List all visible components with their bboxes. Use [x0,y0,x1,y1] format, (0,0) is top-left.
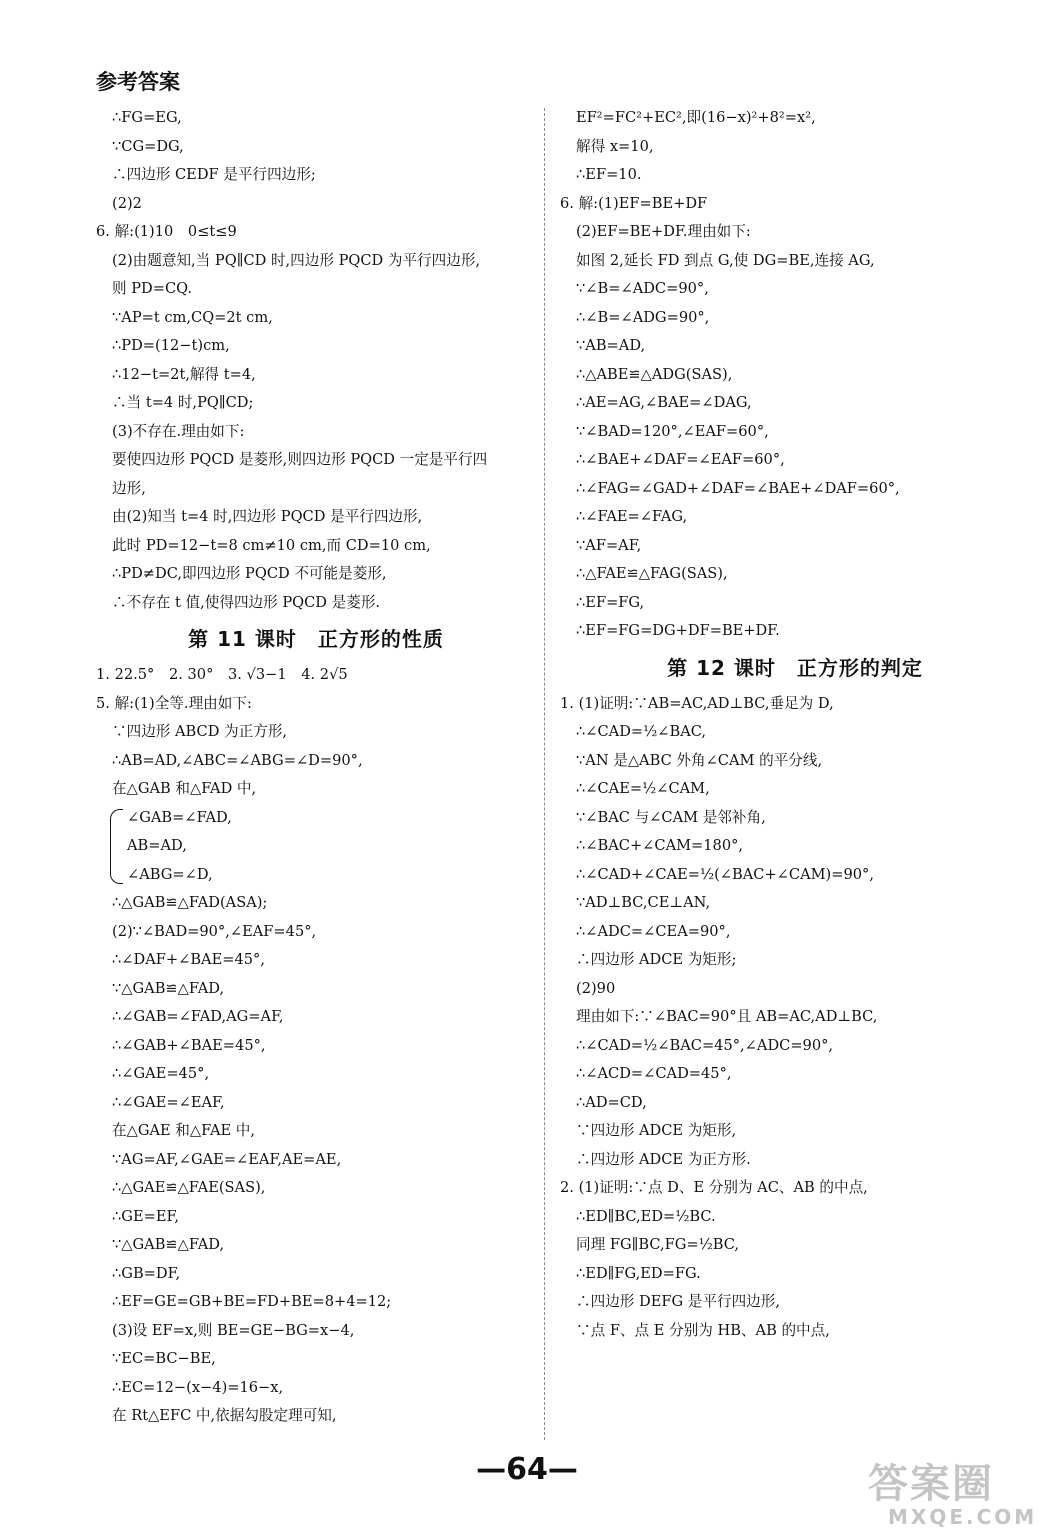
solution-line: ∴∠ACD=∠CAD=45°, [576,1065,732,1082]
solution-line: 理由如下:∵∠BAC=90°且 AB=AC,AD⊥BC, [576,1008,878,1025]
solution-line: ∴∠CAD=½∠BAC, [576,723,707,740]
solution-line: 在△GAB 和△FAD 中, [112,780,257,797]
solution-line: ∴AD=CD, [576,1093,647,1111]
solution-line: ∴EF=10. [576,166,642,183]
solution-line: ∴∠GAB+∠BAE=45°, [112,1036,266,1054]
solution-line: ∴GE=EF, [112,1207,179,1225]
question-line: 1. (1)证明:∵AB=AC,AD⊥BC,垂足为 D, [560,694,834,712]
solution-line: 解得 x=10, [576,137,654,155]
solution-line: 同理 FG∥BC,FG=½BC, [576,1236,740,1253]
solution-line: ∴AE=AG,∠BAE=∠DAG, [576,394,752,411]
watermark-logo [868,1452,1038,1530]
solution-line: ∵点 F、点 E 分别为 HB、AB 的中点, [576,1321,830,1339]
brace-line: ∠ABG=∠D, [127,865,213,883]
solution-line: ∴∠GAE=45°, [112,1065,210,1082]
solution-line: ∵△GAB≌△FAD, [112,979,225,997]
solution-line: ∴△FAE≌△FAG(SAS), [576,565,728,582]
solution-line: ∴△GAE≌△FAE(SAS), [112,1179,266,1196]
solution-line: ∴△ABE≌△ADG(SAS), [576,365,733,383]
solution-line: ∵AD⊥BC,CE⊥AN, [576,894,711,911]
solution-line: ∴GB=DF, [112,1264,181,1282]
question-line: 6. 解:(1)10 0≤t≤9 [96,223,237,240]
solution-line: ∴四边形 DEFG 是平行四边形, [576,1293,780,1310]
lesson-title: 第 12 课时 正方形的判定 [667,655,923,680]
solution-line: 在△GAE 和△FAE 中, [112,1122,256,1139]
solution-line: ∴∠FAG=∠GAD+∠DAF=∠BAE+∠DAF=60°, [576,479,900,497]
solution-line: ∴AB=AD,∠ABC=∠ABG=∠D=90°, [112,751,363,769]
solution-line: ∴∠GAE=∠EAF, [112,1093,225,1111]
solution-line: ∴∠CAD=½∠BAC=45°,∠ADC=90°, [576,1036,834,1054]
solution-line: ∴∠FAE=∠FAG, [576,508,688,525]
solution-line: ∴四边形 ADCE 为矩形; [576,951,737,968]
solution-line: ∴∠CAE=½∠CAM, [576,780,710,797]
solution-line: ∴EF=FG=DG+DF=BE+DF. [576,622,780,639]
solution-line: ∵四边形 ADCE 为矩形, [576,1122,737,1139]
left-column [96,104,536,1431]
solution-line: ∵AB=AD, [576,337,646,354]
question-line: 2. (1)证明:∵点 D、E 分别为 AC、AB 的中点, [560,1179,868,1196]
brace-group [96,804,536,890]
solution-line: ∴∠B=∠ADG=90°, [576,308,710,326]
question-line: 6. 解:(1)EF=BE+DF [560,194,708,212]
question-line: 1. 22.5° 2. 30° 3. √3−1 4. 2√5 [96,666,348,683]
solution-line: ∵AF=AF, [576,536,642,554]
solution-line: ∵∠BAD=120°,∠EAF=60°, [576,422,769,440]
solution-line: ∴ED∥BC,ED=½BC. [576,1207,716,1225]
watermark-text-top: 答案圈 [868,1461,994,1507]
solution-line: ∴ED∥FG,ED=FG. [576,1264,701,1282]
solution-line: ∴∠BAE+∠DAF=∠EAF=60°, [576,451,785,468]
solution-line: (2)2 [112,194,142,212]
solution-line: ∵∠BAC 与∠CAM 是邻补角, [576,808,766,826]
solution-line: ∴FG=EG, [112,109,182,126]
solution-line: EF²=FC²+EC²,即(16−x)²+8²=x², [576,109,816,126]
solution-line: (3)设 EF=x,则 BE=GE−BG=x−4, [112,1321,355,1339]
solution-line: ∵四边形 ABCD 为正方形, [112,723,288,740]
solution-line: ∴EF=FG, [576,593,645,611]
solution-line: ∵∠B=∠ADC=90°, [576,280,709,297]
solution-line: ∴∠BAC+∠CAM=180°, [576,837,744,854]
solution-line: ∴EC=12−(x−4)=16−x, [112,1378,284,1396]
solution-line: ∵AP=t cm,CQ=2t cm, [112,308,273,326]
solution-line: ∵EC=BC−BE, [112,1350,216,1367]
solution-line: 要使四边形 PQCD 是菱形,则四边形 PQCD 一定是平行四 [112,451,488,468]
solution-line: 则 PD=CQ. [112,280,193,297]
question-line: 5. 解:(1)全等.理由如下: [96,694,252,712]
brace-line: ∠GAB=∠FAD, [127,808,232,826]
solution-line: (2)90 [576,979,616,997]
solution-line: ∴不存在 t 值,使得四边形 PQCD 是菱形. [112,593,381,611]
solution-line: ∴PD=(12−t)cm, [112,337,230,354]
solution-line: ∴EF=GE=GB+BE=FD+BE=8+4=12; [112,1293,392,1310]
solution-line: ∴四边形 CEDF 是平行四边形; [112,166,316,183]
solution-line: 如图 2,延长 FD 到点 G,使 DG=BE,连接 AG, [576,251,875,269]
right-column [560,104,1030,1345]
left-brace [110,809,123,885]
solution-line: ∴∠DAF+∠BAE=45°, [112,951,265,968]
solution-line: (2)EF=BE+DF.理由如下: [576,223,751,240]
solution-line: (2)由题意知,当 PQ∥CD 时,四边形 PQCD 为平行四边形, [112,251,481,269]
solution-line: ∴当 t=4 时,PQ∥CD; [112,394,254,411]
solution-line: ∵CG=DG, [112,137,184,155]
brace-line: AB=AD, [127,837,187,854]
solution-line: 在 Rt△EFC 中,依据勾股定理可知, [112,1407,337,1424]
watermark-text-bottom: MXQE.COM [888,1505,1038,1529]
column-divider [544,108,545,1440]
solution-line: ∴∠GAB=∠FAD,AG=AF, [112,1008,284,1025]
solution-line: 边形, [112,479,146,497]
solution-line: ∴△GAB≌△FAD(ASA); [112,894,268,911]
solution-line: ∴四边形 ADCE 为正方形. [576,1150,751,1168]
solution-line: (3)不存在.理由如下: [112,422,245,440]
solution-line: ∵△GAB≌△FAD, [112,1236,225,1253]
solution-line: 由(2)知当 t=4 时,四边形 PQCD 是平行四边形, [112,508,423,525]
solution-line: ∴PD≠DC,即四边形 PQCD 不可能是菱形, [112,565,387,582]
solution-line: (2)∵∠BAD=90°,∠EAF=45°, [112,922,317,940]
lesson-title: 第 11 课时 正方形的性质 [188,627,444,651]
section-header: 参考答案 [96,70,180,94]
page-number: —64— [476,1452,578,1487]
solution-line: 此时 PD=12−t=8 cm≠10 cm,而 CD=10 cm, [112,536,431,554]
solution-line: ∵AN 是△ABC 外角∠CAM 的平分线, [576,751,823,769]
solution-line: ∴12−t=2t,解得 t=4, [112,365,256,383]
solution-line: ∵AG=AF,∠GAE=∠EAF,AE=AE, [112,1150,342,1168]
solution-line: ∴∠ADC=∠CEA=90°, [576,922,731,940]
solution-line: ∴∠CAD+∠CAE=½(∠BAC+∠CAM)=90°, [576,865,874,883]
